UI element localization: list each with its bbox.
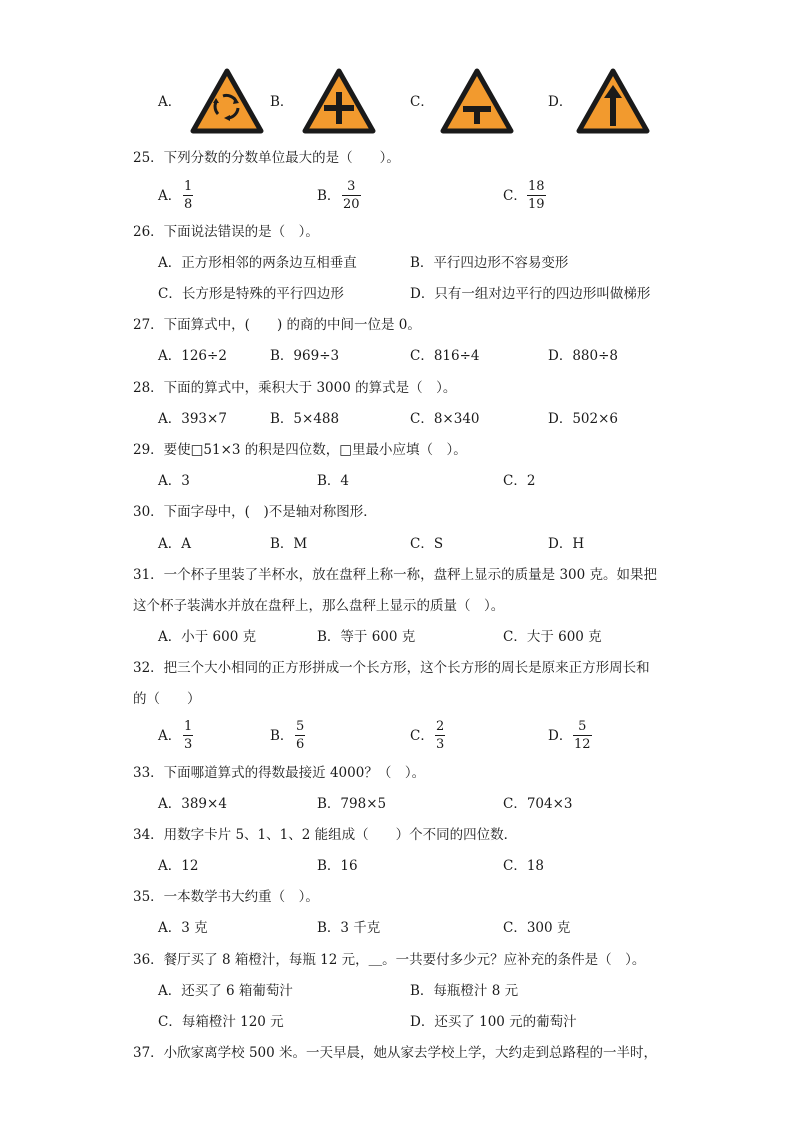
question-35-stem: 35．一本数学书大约重（ ）。 [133, 889, 319, 905]
question-33-stem: 33．下面哪道算式的得数最接近 4000？（ ）。 [133, 765, 426, 781]
fraction-bar [295, 735, 305, 736]
numerator: 5 [578, 719, 587, 734]
fraction [527, 179, 546, 212]
option-d-label[interactable]: D． [548, 94, 573, 110]
option-b[interactable]: B．平行四边形不容易变形 [410, 255, 569, 271]
option-a[interactable]: A．3 克 [158, 920, 208, 936]
numerator: 2 [436, 719, 445, 734]
denominator: 3 [436, 737, 445, 752]
denominator: 19 [528, 197, 545, 212]
option-a[interactable]: A．还买了 6 箱葡萄汁 [158, 983, 293, 999]
fraction [183, 179, 193, 212]
option-a[interactable]: A．3 [158, 473, 190, 489]
fraction-bar [435, 735, 445, 736]
option-a-label[interactable]: A． [158, 94, 182, 110]
option-b[interactable]: B．16 [317, 858, 358, 874]
option-label[interactable]: D． [548, 728, 573, 744]
question-31-stem-line2: 这个杯子装满水并放在盘秤上，那么盘秤上显示的质量（ ）。 [133, 598, 505, 614]
fraction [183, 719, 193, 752]
option-label[interactable]: C． [503, 188, 527, 204]
option-b-label[interactable]: B． [270, 94, 294, 110]
option-a[interactable]: A．正方形相邻的两条边互相垂直 [158, 255, 357, 271]
numerator: 1 [184, 719, 193, 734]
question-30-stem: 30．下面字母中，( )不是轴对称图形． [133, 504, 377, 520]
question-32-stem-line2: 的（ ） [133, 691, 201, 707]
option-b[interactable]: B．M [270, 536, 308, 552]
option-d[interactable]: D．只有一组对边平行的四边形叫做梯形 [410, 286, 651, 302]
option-d[interactable]: D．还买了 100 元的葡萄汁 [410, 1014, 577, 1030]
option-label[interactable]: B． [317, 188, 341, 204]
option-c[interactable]: C．S [410, 536, 444, 552]
fraction [295, 719, 305, 752]
question-29-stem: 29．要使□51×3 的积是四位数，□里最小应填（ ）。 [133, 442, 467, 458]
option-b[interactable]: B．798×5 [317, 796, 387, 812]
option-a[interactable]: A．393×7 [158, 411, 227, 427]
question-37-stem: 37．小欣家离学校 500 米。一天早晨，她从家去学校上学，大约走到总路程的一半时， [133, 1045, 658, 1061]
option-b[interactable]: B．3 千克 [317, 920, 381, 936]
denominator: 8 [184, 197, 193, 212]
option-c[interactable]: C．长方形是特殊的平行四边形 [158, 286, 344, 302]
option-a[interactable]: A．12 [158, 858, 199, 874]
option-c[interactable]: C．300 克 [503, 920, 571, 936]
numerator: 1 [184, 179, 193, 194]
option-label[interactable]: A． [158, 188, 182, 204]
option-c[interactable]: C．每箱橙汁 120 元 [158, 1014, 284, 1030]
option-a[interactable]: A．小于 600 克 [158, 629, 257, 645]
numerator: 18 [528, 179, 545, 194]
option-c[interactable]: C．大于 600 克 [503, 629, 602, 645]
option-b[interactable]: B．5×488 [270, 411, 340, 427]
fraction [573, 719, 592, 752]
option-b[interactable]: B．每瓶橙汁 8 元 [410, 983, 519, 999]
numerator: 5 [296, 719, 305, 734]
question-26-stem: 26．下面说法错误的是（ ）。 [133, 224, 319, 240]
option-b[interactable]: B．969÷3 [270, 348, 340, 364]
fraction-bar [527, 195, 546, 196]
option-a[interactable]: A．A [158, 536, 191, 552]
option-b[interactable]: B．4 [317, 473, 350, 489]
crossroad-sign-icon [302, 68, 376, 134]
option-d[interactable]: D．880÷8 [548, 348, 618, 364]
denominator: 6 [296, 737, 305, 752]
fraction-bar [342, 195, 361, 196]
fraction-bar [183, 195, 193, 196]
t-junction-sign-icon [440, 68, 514, 134]
option-label[interactable]: C． [410, 728, 434, 744]
option-c-label[interactable]: C． [410, 94, 434, 110]
fraction-bar [183, 735, 193, 736]
question-27-stem: 27．下面算式中，( ) 的商的中间一位是 0。 [133, 317, 421, 333]
question-25-stem: 25．下列分数的分数单位最大的是（ ）。 [133, 150, 400, 166]
option-d[interactable]: D．502×6 [548, 411, 618, 427]
straight-ahead-sign-icon [576, 68, 650, 134]
option-d[interactable]: D．H [548, 536, 585, 552]
question-31-stem-line1: 31．一个杯子里装了半杯水，放在盘秤上称一称，盘秤上显示的质量是 300 克。如果把 [133, 567, 658, 583]
question-28-stem: 28．下面的算式中，乘积大于 3000 的算式是（ ）。 [133, 380, 457, 396]
question-36-stem: 36．餐厅买了 8 箱橙汁，每瓶 12 元，＿。一共要付多少元？应补充的条件是（ ）。 [133, 952, 646, 968]
numerator: 3 [347, 179, 356, 194]
option-a[interactable]: A．126÷2 [158, 348, 227, 364]
option-c[interactable]: C．18 [503, 858, 545, 874]
question-34-stem: 34．用数字卡片 5、1、1、2 能组成（ ）个不同的四位数． [133, 827, 518, 843]
option-a[interactable]: A．389×4 [158, 796, 227, 812]
option-c[interactable]: C．704×3 [503, 796, 573, 812]
option-c[interactable]: C．8×340 [410, 411, 480, 427]
denominator: 12 [574, 737, 591, 752]
option-c[interactable]: C．2 [503, 473, 536, 489]
option-b[interactable]: B．等于 600 克 [317, 629, 416, 645]
question-32-stem-line1: 32．把三个大小相同的正方形拼成一个长方形，这个长方形的周长是原来正方形周长和 [133, 660, 650, 676]
denominator: 20 [343, 197, 360, 212]
fraction [342, 179, 361, 212]
option-c[interactable]: C．816÷4 [410, 348, 480, 364]
fraction-bar [573, 735, 592, 736]
fraction [435, 719, 445, 752]
roundabout-sign-icon [190, 68, 264, 134]
option-label[interactable]: A． [158, 728, 182, 744]
option-label[interactable]: B． [270, 728, 294, 744]
denominator: 3 [184, 737, 193, 752]
